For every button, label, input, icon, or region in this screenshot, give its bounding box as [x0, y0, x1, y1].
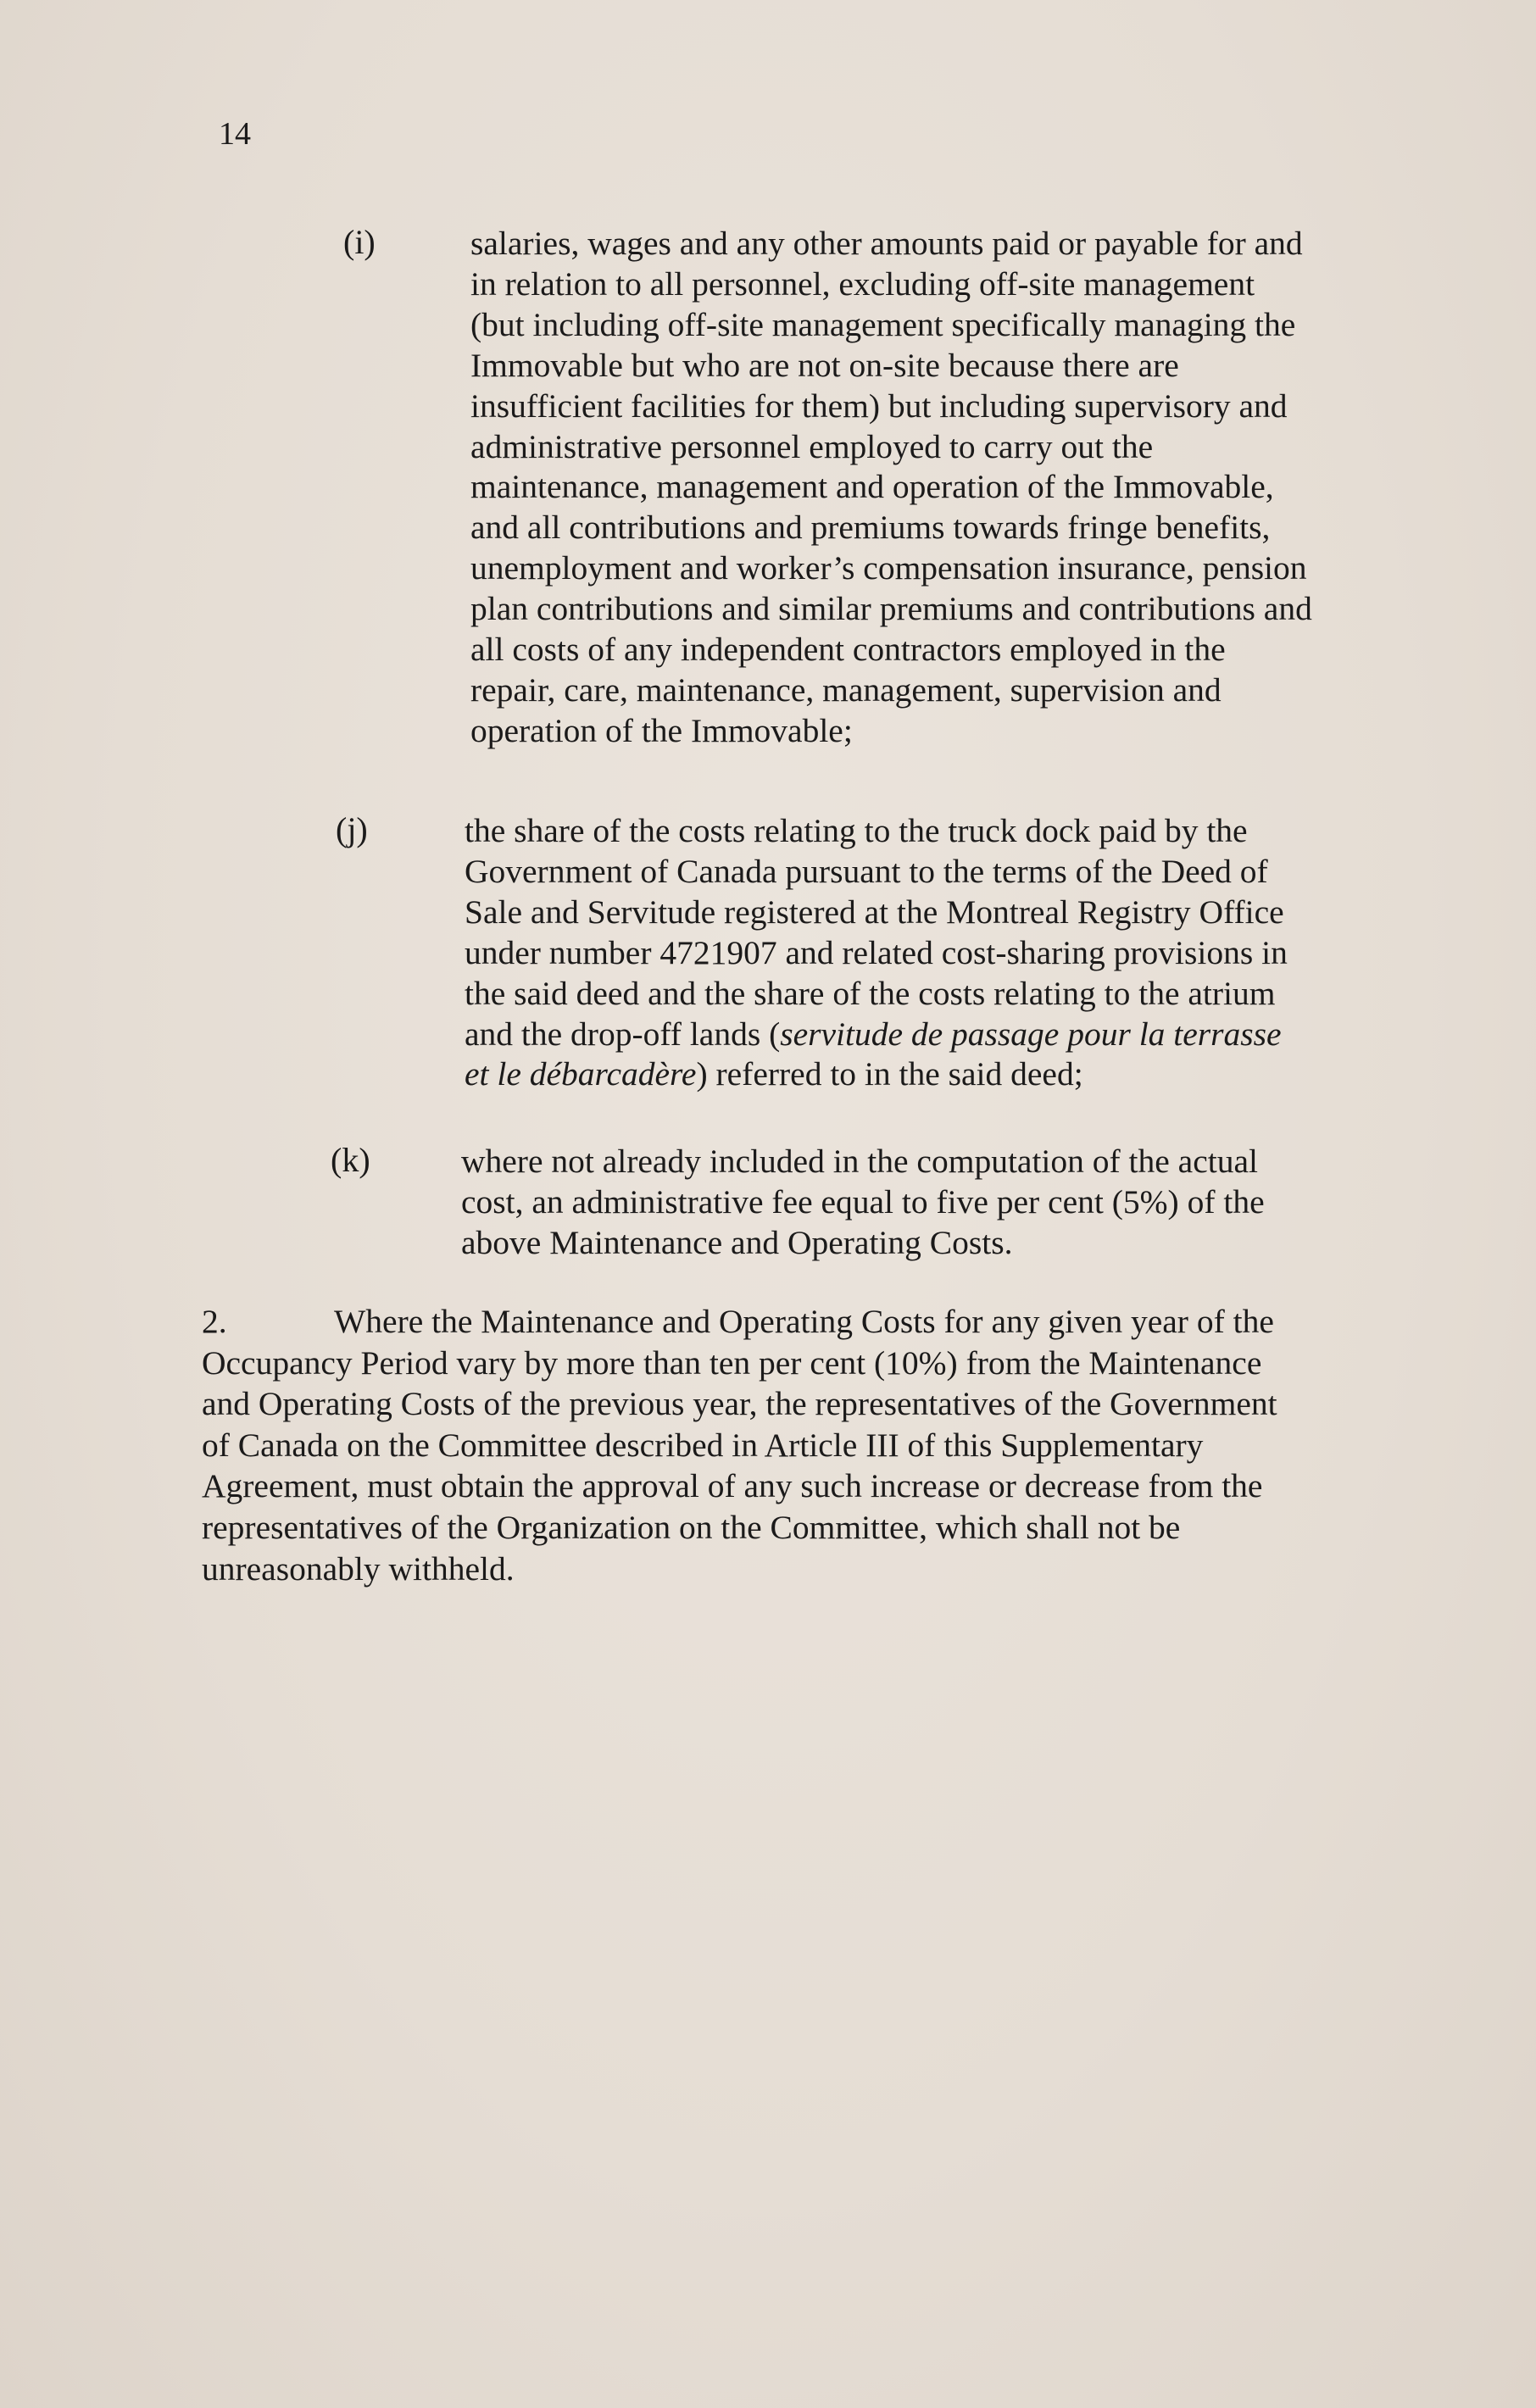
text-line: Government of Canada pursuant to the terms of the Deed of — [465, 852, 1268, 890]
text-line: cost, an administrative fee equal to five per cent (5%) of the — [461, 1182, 1265, 1221]
text-line: Occupancy Period vary by more than ten per cent (10%) from the Maintenance — [202, 1343, 1262, 1382]
text-line: all costs of any independent contractors employed in the — [470, 631, 1226, 669]
text-line: unreasonably withheld. — [202, 1549, 515, 1588]
text-line: and Operating Costs of the previous year, the representatives of the Government — [202, 1385, 1277, 1423]
text-line: Where the Maintenance and Operating Costs for any given year of the — [334, 1303, 1274, 1340]
italic-phrase: et le débarcadère — [465, 1055, 697, 1093]
item-label: (j) — [336, 810, 368, 848]
item-text — [470, 224, 1312, 752]
item-text — [465, 811, 1288, 1095]
text-line: above Maintenance and Operating Costs. — [461, 1223, 1013, 1261]
item-text — [461, 1142, 1265, 1264]
text-line: representatives of the Organization on the Committee, which shall not be — [202, 1508, 1181, 1546]
item-label: (i) — [343, 223, 376, 261]
text-line — [465, 1015, 1288, 1055]
text-line: of Canada on the Committee described in Article III of this Supplementary — [202, 1426, 1204, 1464]
italic-phrase: servitude de passage pour la terrasse — [780, 1015, 1282, 1053]
text-line: insufficient facilities for them) but including supervisory and — [470, 387, 1288, 425]
text-line: administrative personnel employed to carry out the — [470, 427, 1154, 465]
text-line: where not already included in the computation of the actual — [461, 1143, 1258, 1180]
text-line: maintenance, management and operation of the Immovable, — [470, 468, 1274, 506]
text-line: and all contributions and premiums towards fringe benefits, — [470, 509, 1271, 547]
text-line: Agreement, must obtain the approval of any such increase or decrease from the — [202, 1467, 1263, 1505]
text-line — [465, 1054, 1288, 1095]
text-line: the said deed and the share of the costs relating to the atrium — [465, 974, 1276, 1012]
text-line: (but including off-site management specifically managing the — [470, 305, 1296, 343]
text-run: and the drop-off lands ( — [465, 1015, 781, 1053]
text-line: Sale and Servitude registered at the Montreal Registry Office — [465, 893, 1284, 931]
text-line: unemployment and worker’s compensation insurance, pension — [470, 549, 1307, 587]
text-line: repair, care, maintenance, management, supervision and — [470, 670, 1222, 709]
text-line: under number 4721907 and related cost-sharing provisions in — [465, 933, 1288, 971]
text-run: ) referred to in the said deed; — [696, 1055, 1083, 1093]
text-line: in relation to all personnel, excluding off-site management — [470, 264, 1255, 303]
text-line: plan contributions and similar premiums and contributions and — [470, 590, 1312, 628]
item-label: (k) — [331, 1141, 370, 1179]
paragraph-number: 2. — [202, 1303, 227, 1340]
paragraph-2 — [202, 1301, 1277, 1589]
text-line: salaries, wages and any other amounts paid or payable for and — [470, 225, 1303, 262]
page-number: 14 — [219, 116, 251, 152]
text-line: operation of the Immovable; — [470, 711, 853, 749]
text-line: Immovable but who are not on-site because there are — [470, 346, 1179, 384]
text-line: the share of the costs relating to the truck dock paid by the — [465, 812, 1248, 849]
